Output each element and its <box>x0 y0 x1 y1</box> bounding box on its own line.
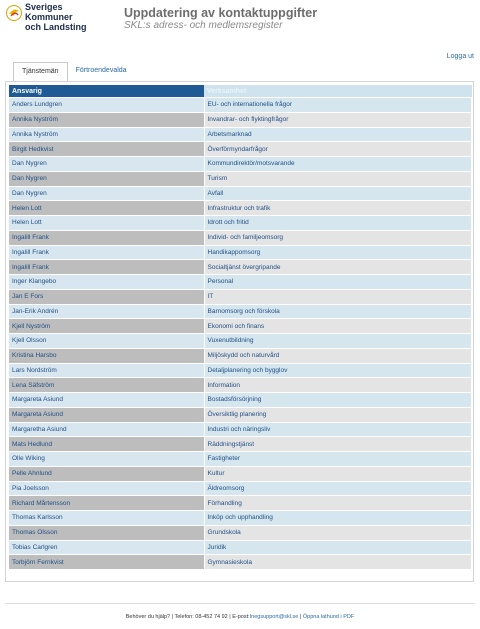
content-panel <box>5 81 474 582</box>
cell-ansvarig[interactable]: Dan Nygren <box>9 171 204 186</box>
cell-ansvarig[interactable]: Anders Lundgren <box>9 98 204 113</box>
cell-ansvarig[interactable]: Kristina Harsbo <box>9 348 204 363</box>
table-row <box>9 348 472 363</box>
tab-bar <box>13 62 135 81</box>
table-row <box>9 260 472 275</box>
page-footer <box>0 614 480 620</box>
table-row <box>9 393 472 408</box>
table-row <box>9 289 472 304</box>
cell-verksamhet[interactable]: Ekonomi och finans <box>204 319 472 334</box>
table-row <box>9 319 472 334</box>
cell-ansvarig[interactable]: Pia Joelsson <box>9 481 204 496</box>
table-row <box>9 540 472 555</box>
cell-ansvarig[interactable]: Birgit Hedkvist <box>9 142 204 157</box>
table-row <box>9 230 472 245</box>
cell-verksamhet[interactable]: Avfall <box>204 186 472 201</box>
cell-ansvarig[interactable]: Helen Lott <box>9 216 204 231</box>
footer-separator: | <box>299 614 302 620</box>
table-row <box>9 186 472 201</box>
table-row <box>9 304 472 319</box>
cell-ansvarig[interactable]: Lena Säfström <box>9 378 204 393</box>
table-row <box>9 422 472 437</box>
footer-email-label: E-post: <box>232 614 250 620</box>
cell-ansvarig[interactable]: Richard Mårtensson <box>9 496 204 511</box>
cell-verksamhet[interactable]: Fastigheter <box>204 452 472 467</box>
footer-divider <box>5 603 475 604</box>
cell-verksamhet[interactable]: Socialtjänst övergripande <box>204 260 472 275</box>
cell-ansvarig[interactable]: Margareta Asiund <box>9 393 204 408</box>
cell-ansvarig[interactable]: Kjell Olsson <box>9 334 204 349</box>
cell-ansvarig[interactable]: Olle Wiking <box>9 452 204 467</box>
cell-ansvarig[interactable]: Tobias Carlgren <box>9 540 204 555</box>
cell-ansvarig[interactable]: Margaretha Asiund <box>9 422 204 437</box>
table-row <box>9 525 472 540</box>
cell-ansvarig[interactable]: Pelle Ahnlund <box>9 466 204 481</box>
cell-ansvarig[interactable]: Jan-Erik Andrén <box>9 304 204 319</box>
cell-verksamhet[interactable]: Överförmyndarfrågor <box>204 142 472 157</box>
cell-ansvarig[interactable]: Dan Nygren <box>9 157 204 172</box>
table-row <box>9 511 472 526</box>
cell-ansvarig[interactable]: Lars Nordström <box>9 363 204 378</box>
cell-ansvarig[interactable]: Ingalill Frank <box>9 245 204 260</box>
tab-tjansteman[interactable]: Tjänstemän <box>13 62 68 82</box>
cell-verksamhet[interactable]: Inköp och upphandling <box>204 511 472 526</box>
logo-line-1: Sveriges <box>25 2 63 12</box>
cell-verksamhet[interactable]: Gymnasieskola <box>204 555 472 569</box>
footer-help: Behöver du hjälp? <box>125 614 171 620</box>
cell-ansvarig[interactable]: Helen Lott <box>9 201 204 216</box>
cell-ansvarig[interactable]: Annika Nyström <box>9 127 204 142</box>
page-title: Uppdatering av kontaktuppgifter <box>124 6 318 20</box>
table-row <box>9 378 472 393</box>
table-row <box>9 437 472 452</box>
footer-separator: | <box>229 614 231 620</box>
cell-verksamhet[interactable]: Detaljplanering och bygglov <box>204 363 472 378</box>
cell-ansvarig[interactable]: Dan Nygren <box>9 186 204 201</box>
cell-verksamhet[interactable]: Barnomsorg och förskola <box>204 304 472 319</box>
cell-verksamhet[interactable]: Juridik <box>204 540 472 555</box>
cell-verksamhet[interactable]: Räddningstjänst <box>204 437 472 452</box>
table-row <box>9 98 472 113</box>
cell-verksamhet[interactable]: Grundskola <box>204 525 472 540</box>
cell-ansvarig[interactable]: Thomas Olsson <box>9 525 204 540</box>
page-header <box>0 0 480 46</box>
column-header-ansvarig[interactable]: Ansvarig <box>9 85 204 98</box>
cell-verksamhet[interactable]: Bostadsförsörjning <box>204 393 472 408</box>
cell-verksamhet[interactable]: Vuxenutbildning <box>204 334 472 349</box>
tab-fortroendevalda[interactable]: Förtroendevalda <box>75 67 127 74</box>
table-row <box>9 452 472 467</box>
cell-ansvarig[interactable]: Inger Klangebo <box>9 275 204 290</box>
cell-verksamhet[interactable]: EU- och internationella frågor <box>204 98 472 113</box>
cell-verksamhet[interactable]: Invandrar- och flyktingfrågor <box>204 112 472 127</box>
table-row <box>9 275 472 290</box>
footer-email-link[interactable]: Inegsupport@skl.se <box>249 614 299 620</box>
cell-verksamhet[interactable]: IT <box>204 289 472 304</box>
cell-ansvarig[interactable]: Annika Nyström <box>9 112 204 127</box>
cell-verksamhet[interactable]: Personal <box>204 275 472 290</box>
table-row <box>9 363 472 378</box>
table-row <box>9 171 472 186</box>
table-row <box>9 157 472 172</box>
title-block <box>124 6 317 32</box>
cell-verksamhet[interactable]: Information <box>204 378 472 393</box>
cell-verksamhet[interactable]: Handikappomsorg <box>204 245 472 260</box>
cell-ansvarig[interactable]: Ingalill Frank <box>9 260 204 275</box>
cell-ansvarig[interactable]: Thomas Karlsson <box>9 511 204 526</box>
footer-manual-link[interactable]: Öppna lathund i PDF <box>302 614 355 620</box>
logo-line-2: Kommuner <box>25 12 73 22</box>
table-row <box>9 466 472 481</box>
skl-logo[interactable] <box>6 2 106 42</box>
cell-verksamhet[interactable]: Individ- och familjeomsorg <box>204 230 472 245</box>
table-row <box>9 481 472 496</box>
logo-line-3: och Landsting <box>25 22 87 32</box>
table-row <box>9 142 472 157</box>
cell-verksamhet[interactable]: Översiktlig planering <box>204 407 472 422</box>
contacts-table <box>9 85 472 569</box>
table-row <box>9 201 472 216</box>
table-row <box>9 216 472 231</box>
footer-separator: | <box>171 614 174 620</box>
table-row <box>9 407 472 422</box>
logout-link[interactable]: Logga ut <box>446 53 474 60</box>
cell-verksamhet[interactable]: Infrastruktur och trafik <box>204 201 472 216</box>
logo-mark-icon <box>6 5 22 21</box>
table-row <box>9 112 472 127</box>
cell-ansvarig[interactable]: Mats Hedlund <box>9 437 204 452</box>
cell-verksamhet[interactable]: Miljöskydd och naturvård <box>204 348 472 363</box>
column-header-verksamhet[interactable]: Verksamhet <box>204 85 472 98</box>
cell-verksamhet[interactable]: Arbetsmarknad <box>204 127 472 142</box>
cell-verksamhet[interactable]: Kultur <box>204 466 472 481</box>
table-row <box>9 127 472 142</box>
cell-ansvarig[interactable]: Margareta Asiund <box>9 407 204 422</box>
cell-verksamhet[interactable]: Industri och näringsliv <box>204 422 472 437</box>
cell-verksamhet[interactable]: Turism <box>204 171 472 186</box>
cell-ansvarig[interactable]: Ingalill Frank <box>9 230 204 245</box>
table-row <box>9 496 472 511</box>
cell-ansvarig[interactable]: Jan E Fors <box>9 289 204 304</box>
cell-verksamhet[interactable]: Äldreomsorg <box>204 481 472 496</box>
cell-ansvarig[interactable]: Torbjörn Fernkvist <box>9 555 204 569</box>
table-row <box>9 555 472 569</box>
logo-text <box>25 2 87 32</box>
table-row <box>9 245 472 260</box>
cell-verksamhet[interactable]: Kommundirektör/motsvarande <box>204 157 472 172</box>
page-subtitle: SKL:s adress- och medlemsregister <box>124 20 283 31</box>
footer-phone: Telefon: 08-452 74 92 <box>174 614 228 620</box>
cell-verksamhet[interactable]: Idrott och fritid <box>204 216 472 231</box>
cell-ansvarig[interactable]: Kjell Nyström <box>9 319 204 334</box>
table-body <box>9 98 472 570</box>
table-row <box>9 334 472 349</box>
table-header-row <box>9 85 472 98</box>
cell-verksamhet[interactable]: Förhandling <box>204 496 472 511</box>
